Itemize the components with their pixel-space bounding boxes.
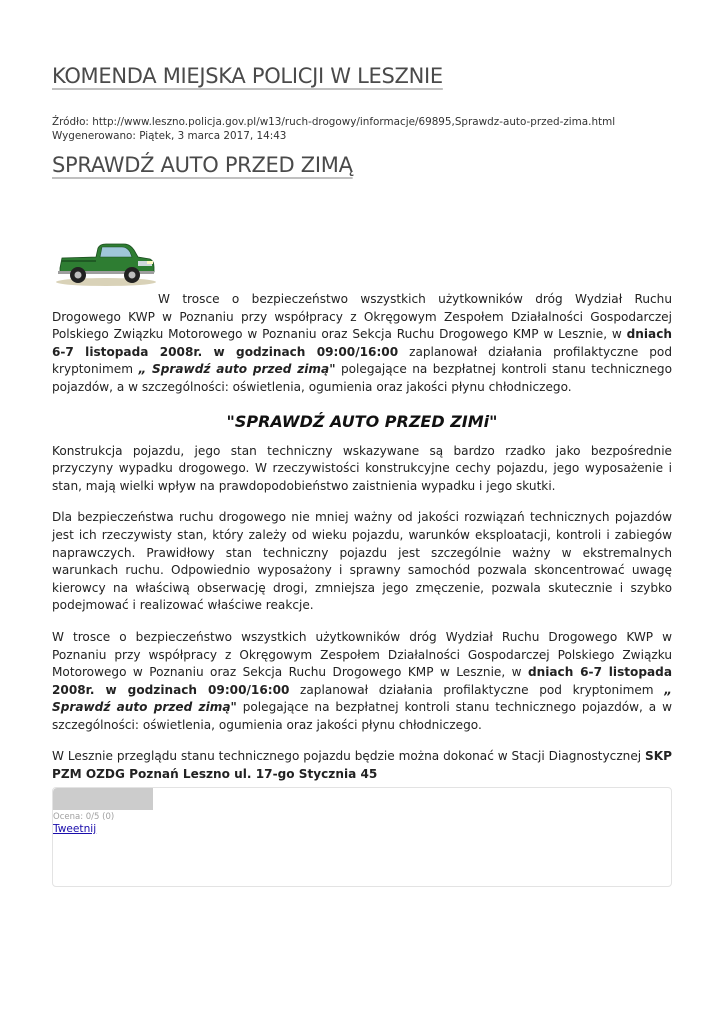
- quote-mark: ": [329, 362, 336, 377]
- paragraph-vehicle-condition: Dla bezpieczeństwa ruchu drogowego nie mniej ważny od jakości rozwiązań technicznych pojazdów jest ich rzeczywisty stan, który zależy od wieku pojazdu, warunków eksploatacji, kontroli i zabiegów naprawczych. Prawidłowy stan techniczny pojazdu jest szczególnie ważny w ekstremalnych warunkach ruchu. Odpowiednio wyposażony i sprawny samochód pozwala skoncentrować uwagę kierowcy na właściwą obserwację drogi, zmniejsza jego zmęczenie, pozwala skutecznie i szybko podejmować i realizować właściwe reakcje.: [52, 510, 672, 613]
- site-title: KOMENDA MIEJSKA POLICJI W LESZNIE: [52, 64, 443, 88]
- date-highlight: dniach 6-7 listopada 2008r. w godzinach 09:00/16:00: [52, 665, 673, 697]
- text-run: W trosce o bezpieczeństwo wszystkich użytkowników dróg Wydział Ruchu Drogowego KWP w Poznaniu przy współpracy z Okręgowym Zespołem Działalności Gospodarczej Polskiego Związku Motorowego w Poznaniu oraz Sekcja Ruchu Drogowego KMP w Lesznie, w: [52, 629, 672, 680]
- text-run: polegające na bezpłatnej kontroli stanu technicznego pojazdów, a w szczególności: oświetlenia, ogumienia oraz jakości płynu chłodniczego.: [52, 362, 672, 394]
- slogan-heading: [52, 412, 672, 432]
- paragraph-campaign: [52, 629, 672, 735]
- rating-text: Ocena: 0/5 (0): [53, 812, 115, 822]
- print-meta: [52, 115, 615, 143]
- quote-mark: ": [230, 700, 237, 715]
- paragraph-vehicle-construction: Konstrukcja pojazdu, jego stan techniczny wskazywane są bardzo rzadko jako bezpośrednie przyczyny wypadku drogowego. W rzeczywistości konstrukcyjne cechy pojazdu, jego wyposażenie i stan, mają wielki wpływ na prawdopodobieństwo zaistnienia wypadku i jego skutki.: [52, 443, 672, 493]
- source-url: Źródło: http://www.leszno.policja.gov.pl/w13/ruch-drogowy/informacje/69895,Sprawdz-auto-przed-zima.html: [52, 116, 616, 128]
- text-run: W trosce o bezpieczeństwo wszystkich użytkowników dróg Wydział Ruchu Drogowego KWP w Poznaniu przy współpracy z Okręgowym Zespołem Działalności Gospodarczej Polskiego Związku Motorowego w Poznaniu oraz Sekcja Ruchu Drogowego KMP w Lesznie, w: [52, 292, 672, 342]
- generated-date: Wygenerowano: Piątek, 3 marca 2017, 14:43: [52, 130, 287, 142]
- rating-share-box: [52, 787, 672, 887]
- campaign-name: „ Sprawdź auto przed zimą: [52, 682, 672, 715]
- text-run: polegające na bezpłatnej kontroli stanu technicznego pojazdów, a w szczególności: oświetlenia, ogumienia oraz jakości płynu chłodniczego.: [52, 700, 672, 732]
- intro-paragraph: [52, 291, 672, 397]
- article-body: [52, 291, 672, 798]
- article-title: SPRAWDŹ AUTO PRZED ZIMĄ: [52, 153, 353, 177]
- paragraph-location: [52, 748, 672, 783]
- text-run: zaplanował działania profilaktyczne pod kryptonimem: [289, 682, 665, 697]
- campaign-name: „ Sprawdź auto przed zimą: [138, 362, 330, 377]
- quote-mark: ": [489, 411, 498, 431]
- rating-stars-bar[interactable]: [53, 788, 153, 810]
- tweet-link[interactable]: Tweetnij: [53, 823, 97, 835]
- slogan-text: SPRAWDŹ AUTO PRZED ZIMi: [234, 411, 490, 431]
- text-run: W Lesznie przeglądu stanu technicznego pojazdu będzie można dokonać w Stacji Diagnostycznej: [52, 749, 646, 764]
- station-address: SKP PZM OZDG Poznań Leszno ul. 17-go Stycznia 45: [52, 749, 672, 782]
- green-pickup-truck-icon: [54, 238, 156, 288]
- quote-mark: ": [226, 411, 235, 431]
- text-run: zaplanował działania profilaktyczne pod kryptonimem: [52, 344, 673, 377]
- date-highlight: dniach 6-7 listopada 2008r. w godzinach 09:00/16:00: [52, 327, 672, 359]
